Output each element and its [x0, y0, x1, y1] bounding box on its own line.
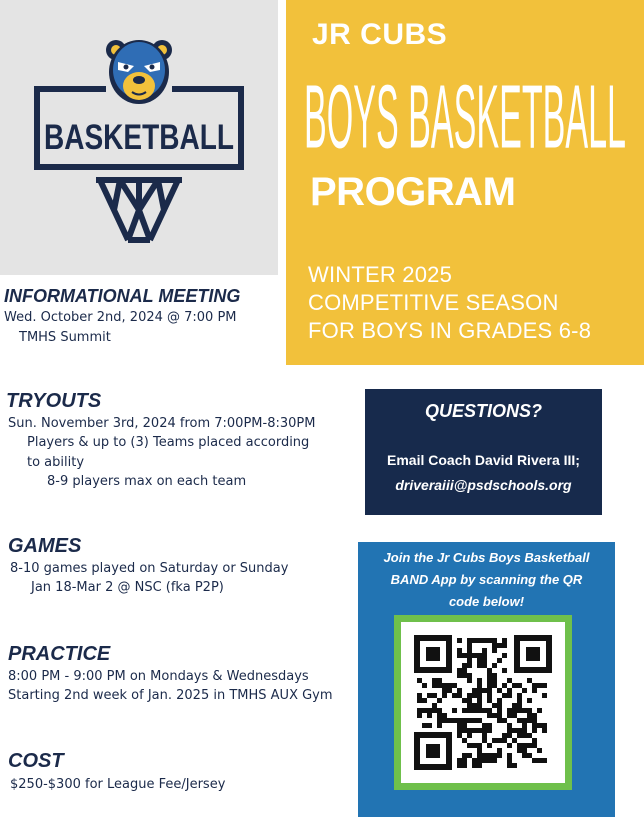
band-line-1: Join the Jr Cubs Boys Basketball: [383, 550, 590, 565]
basketball-logo: [0, 0, 278, 275]
questions-coach: Email Coach David Rivera III;: [387, 452, 580, 468]
hoop-net-icon: [96, 180, 182, 240]
svg-text:BOYS BASKETBALL: BOYS BASKETBALL: [304, 67, 626, 160]
tryouts-line-1: Sun. November 3rd, 2024 from 7:00PM-8:30PM: [8, 416, 316, 431]
games-line-1: 8-10 games played on Saturday or Sunday: [10, 561, 289, 576]
tryouts-heading: TRYOUTS: [6, 390, 102, 412]
questions-box: [365, 389, 602, 515]
questions-title: QUESTIONS?: [424, 401, 542, 421]
cost-heading: COST: [8, 750, 64, 772]
tryouts-line-2: Players & up to (3) Teams placed according: [27, 435, 310, 450]
info-meeting-line-1: Wed. October 2nd, 2024 @ 7:00 PM: [4, 310, 237, 325]
program-title: [304, 52, 634, 160]
practice-line-1: 8:00 PM - 9:00 PM on Mondays & Wednesdays: [8, 669, 309, 684]
questions-email[interactable]: driveraiii@psdschools.org: [395, 477, 572, 493]
info-meeting-line-2: TMHS Summit: [19, 330, 111, 345]
org-title: JR CUBS: [312, 18, 448, 51]
season-line-1: WINTER 2025: [308, 262, 453, 287]
tryouts-line-4: 8-9 players max on each team: [47, 474, 247, 489]
practice-line-2: Starting 2nd week of Jan. 2025 in TMHS AUX Gym: [8, 688, 333, 703]
program-subtitle: PROGRAM: [310, 170, 516, 214]
games-heading: GAMES: [8, 535, 82, 557]
band-line-2: BAND App by scanning the QR: [390, 572, 583, 587]
logo-panel: [0, 0, 278, 275]
qr-frame: [394, 615, 572, 790]
bear-mascot-icon: [106, 40, 172, 104]
tryouts-line-3: to ability: [27, 455, 85, 470]
season-line-3: FOR BOYS IN GRADES 6-8: [308, 318, 592, 343]
practice-heading: PRACTICE: [8, 643, 111, 665]
season-line-2: COMPETITIVE SEASON: [308, 290, 559, 315]
band-app-box: [358, 542, 615, 817]
logo-word: BASKETBALL: [44, 118, 234, 157]
info-meeting-heading: INFORMATIONAL MEETING: [4, 286, 241, 306]
games-line-2: Jan 18-Mar 2 @ NSC (fka P2P): [31, 580, 224, 595]
header-panel: [286, 0, 644, 365]
qr-code-icon[interactable]: [401, 622, 565, 783]
cost-line-1: $250-$300 for League Fee/Jersey: [10, 777, 226, 792]
band-line-3: code below!: [448, 594, 525, 609]
